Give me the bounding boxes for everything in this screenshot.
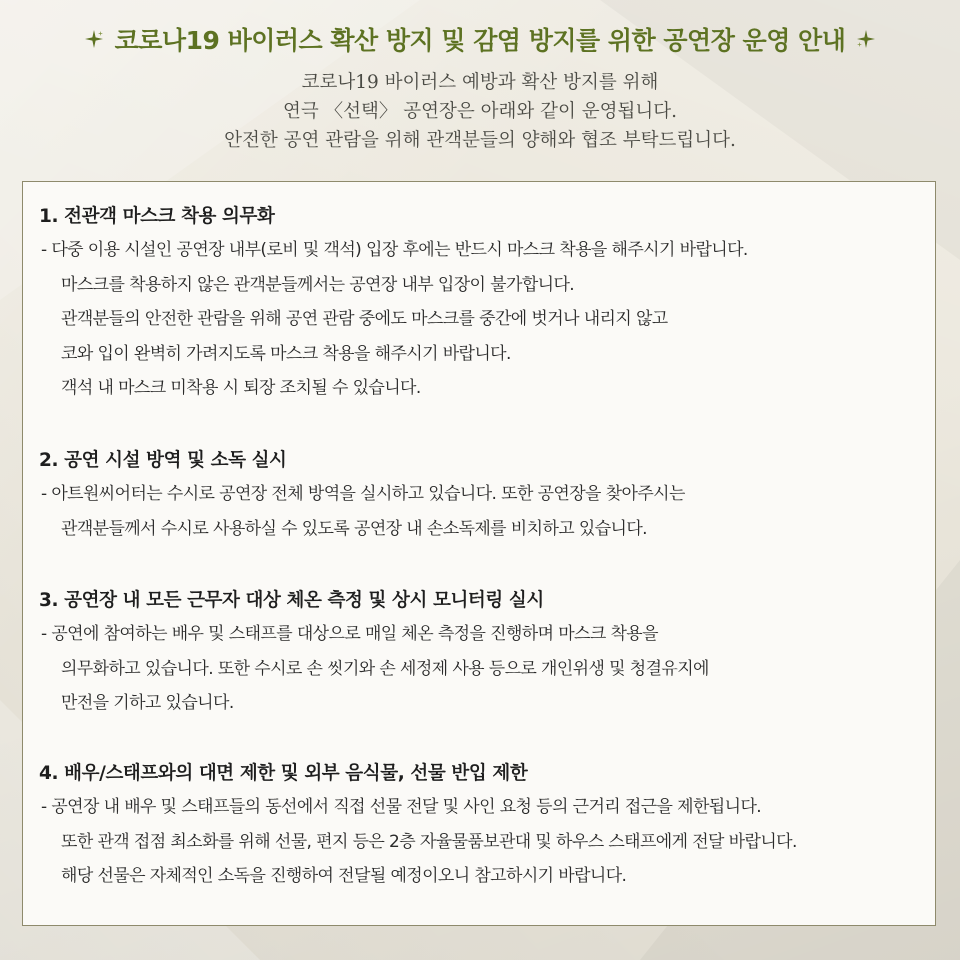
title-row — [0, 18, 960, 60]
section-line: 관객분들의 안전한 관람을 위해 공연 관람 중에도 마스크를 중간에 벗거나 내리지 않고 — [61, 309, 668, 330]
section-heading: 1. 전관객 마스크 착용 의무화 — [39, 206, 275, 227]
section-line: 또한 관객 접점 최소화를 위해 선물, 편지 등은 2층 자율물품보관대 및 하우스 스태프에게 전달 바랍니다. — [61, 831, 797, 852]
intro-line: 코로나19 바이러스 예방과 확산 방지를 위해 — [301, 72, 659, 93]
section-line: 해당 선물은 자체적인 소독을 진행하여 전달될 예정이오니 참고하시기 바랍니다. — [61, 866, 627, 887]
intro-line: 안전한 공연 관람을 위해 관객분들의 양해와 협조 부탁드립니다. — [224, 130, 736, 151]
intro-text — [0, 68, 960, 155]
notice-panel — [22, 181, 936, 926]
notice-section-disinfection — [39, 445, 929, 546]
section-line: - 공연장 내 배우 및 스태프들의 동선에서 직접 선물 전달 및 사인 요청 등의 근거리 접근을 제한됩니다. — [41, 797, 762, 817]
section-heading: 3. 공연장 내 모든 근무자 대상 체온 측정 및 상시 모니터링 실시 — [39, 590, 544, 611]
section-line: - 다중 이용 시설인 공연장 내부(로비 및 객석) 입장 후에는 반드시 마스크 착용을 해주시기 바랍니다. — [41, 240, 748, 260]
sparkle-icon — [855, 28, 877, 50]
section-line: 관객분들께서 수시로 사용하실 수 있도록 공연장 내 손소독제를 비치하고 있습니다. — [61, 518, 647, 539]
intro-line: 연극 〈선택〉 공연장은 아래와 같이 운영됩니다. — [283, 101, 677, 122]
notice-section-mask — [39, 201, 929, 406]
section-line: 객석 내 마스크 미착용 시 퇴장 조치될 수 있습니다. — [61, 378, 421, 399]
page-title: 코로나19 바이러스 확산 방지 및 감염 방지를 위한 공연장 운영 안내 — [114, 26, 846, 55]
section-line: 코와 입이 완벽히 가려지도록 마스크 착용을 해주시기 바랍니다. — [61, 343, 511, 364]
section-line: 마스크를 착용하지 않은 관객분들께서는 공연장 내부 입장이 불가합니다. — [61, 274, 575, 295]
notice-section-contact-limit — [39, 758, 929, 894]
section-line: 만전을 기하고 있습니다. — [61, 693, 234, 714]
section-line: 의무화하고 있습니다. 또한 수시로 손 씻기와 손 세정제 사용 등으로 개인위생 및 청결유지에 — [61, 658, 709, 679]
section-heading: 4. 배우/스태프와의 대면 제한 및 외부 음식물, 선물 반입 제한 — [39, 763, 528, 784]
header — [0, 18, 960, 155]
section-heading: 2. 공연 시설 방역 및 소독 실시 — [39, 450, 287, 471]
sparkle-icon — [83, 28, 105, 50]
section-line: - 아트원씨어터는 수시로 공연장 전체 방역을 실시하고 있습니다. 또한 공연장을 찾아주시는 — [41, 484, 685, 504]
notice-section-temperature — [39, 585, 929, 721]
section-line: - 공연에 참여하는 배우 및 스태프를 대상으로 매일 체온 측정을 진행하며 마스크 착용을 — [41, 624, 658, 644]
